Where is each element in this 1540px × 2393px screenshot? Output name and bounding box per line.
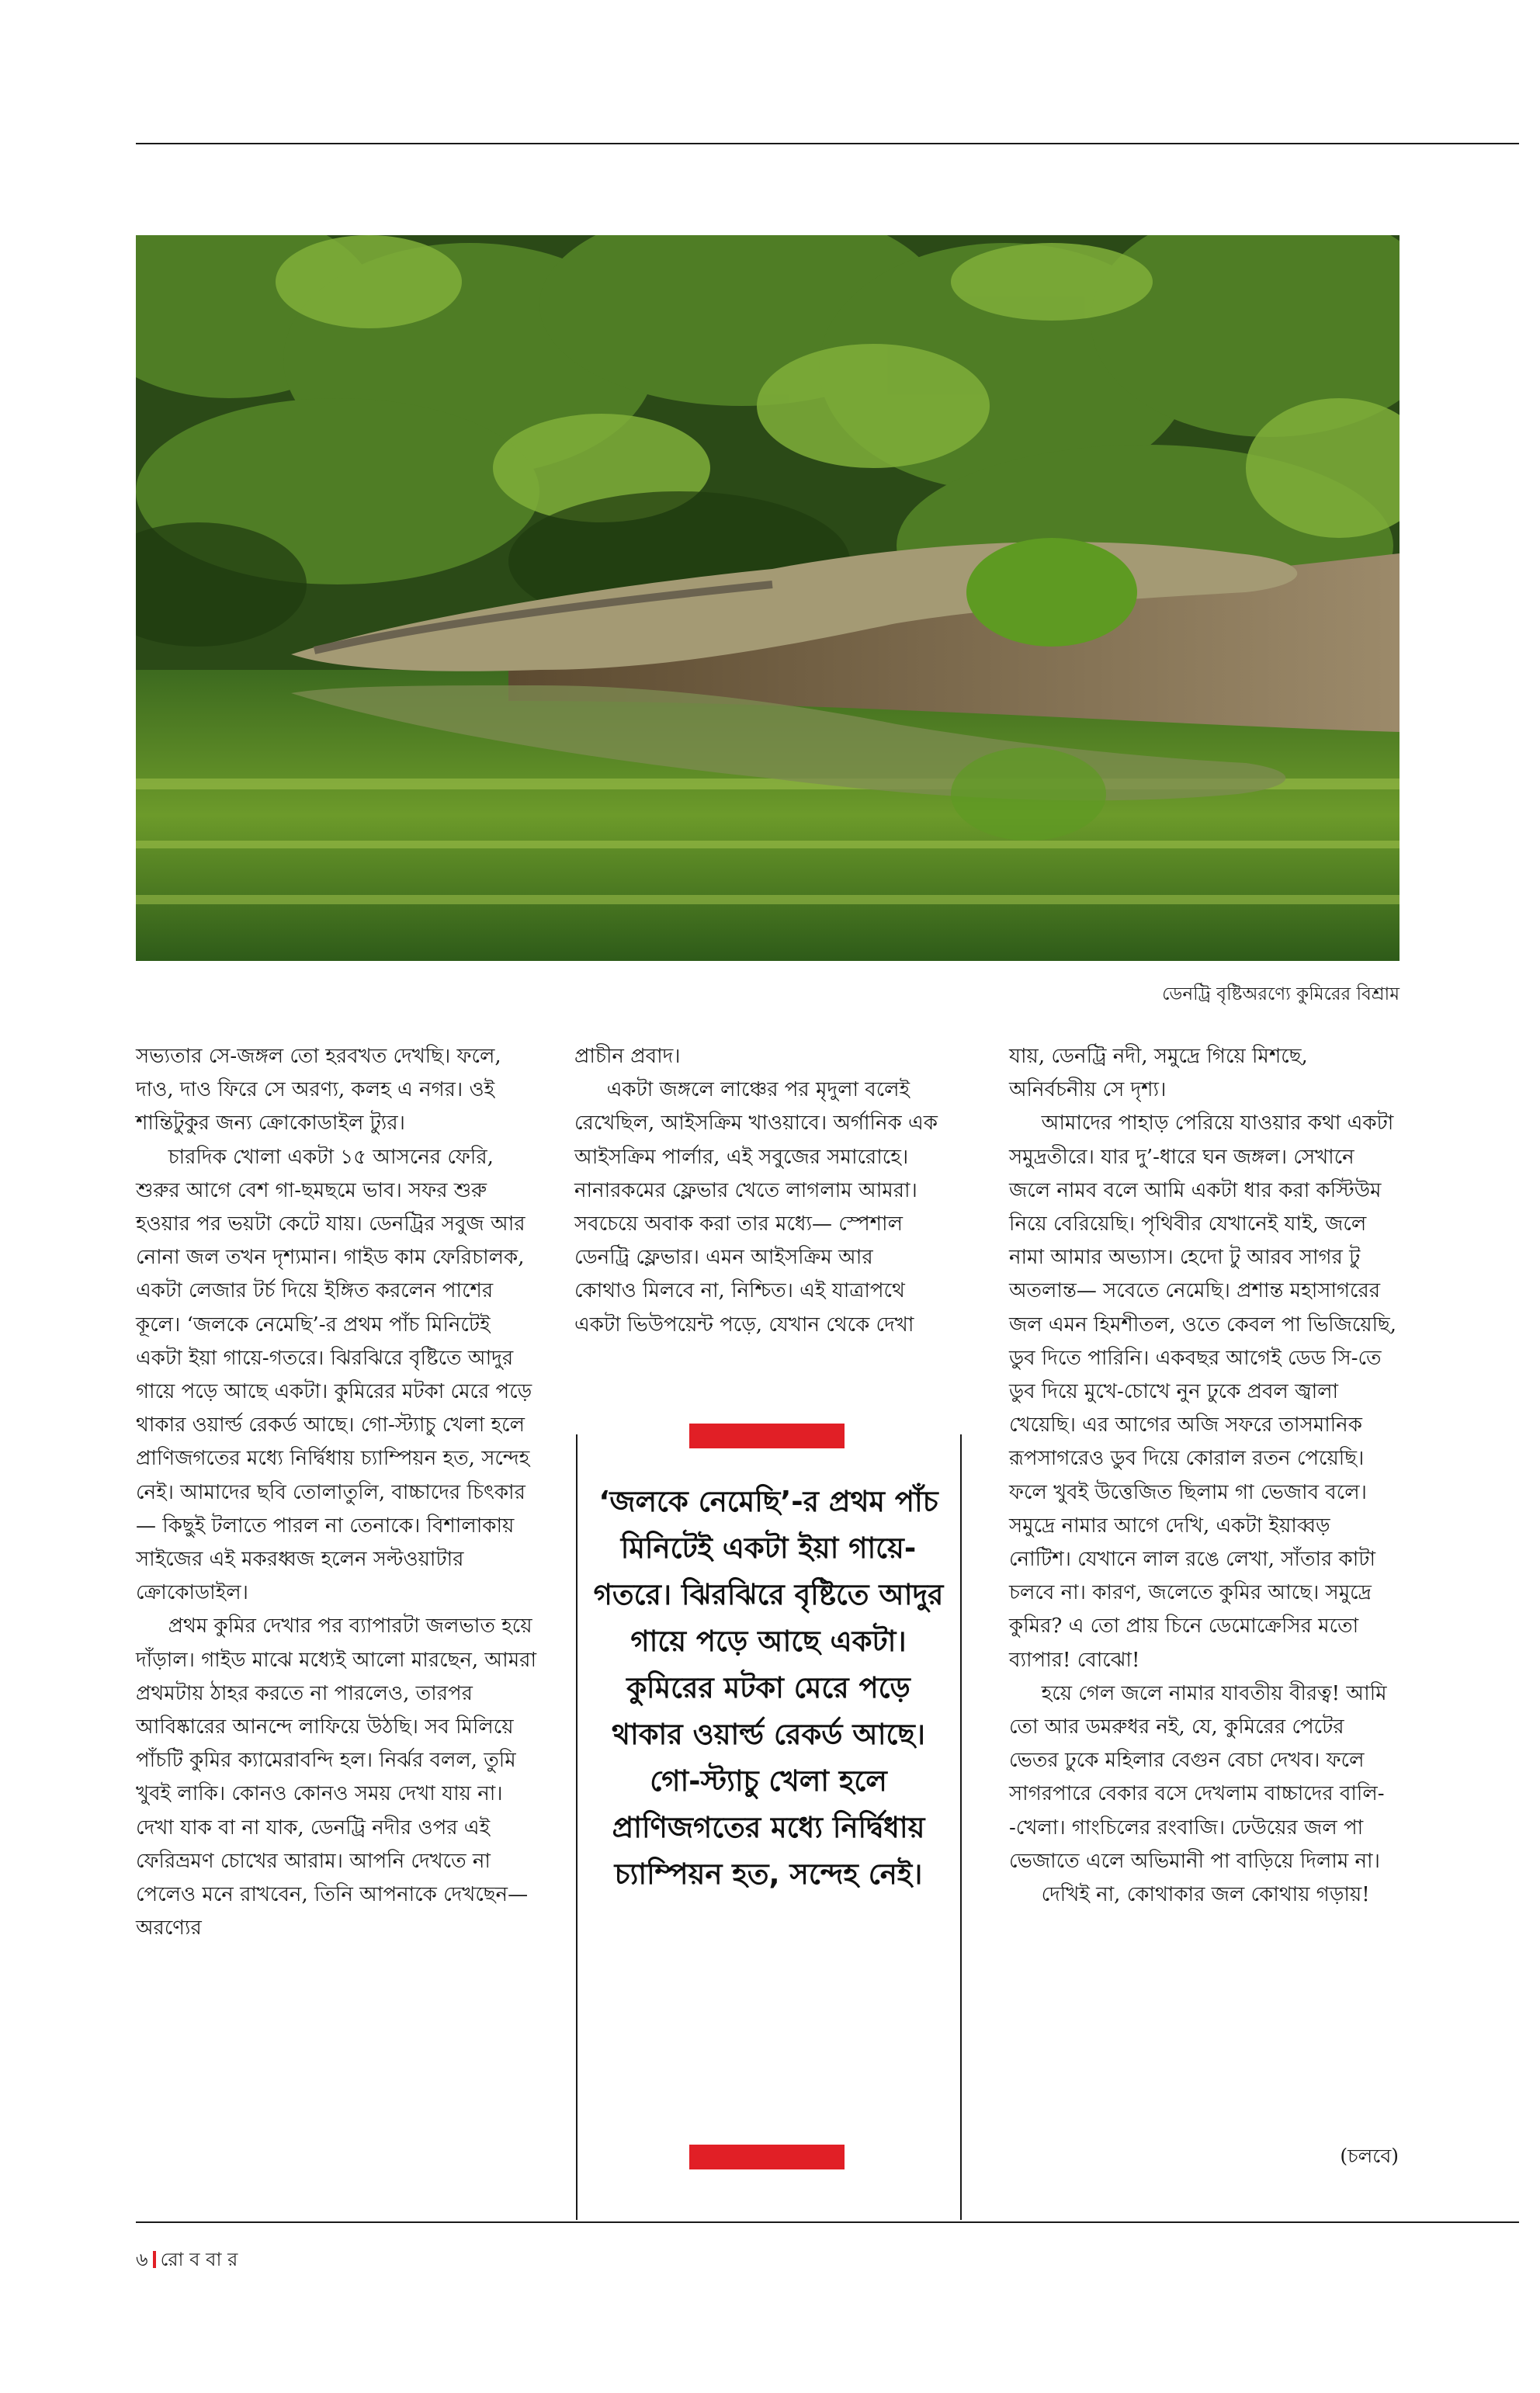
pull-quote: ‘জলকে নেমেছি’-র প্রথম পাঁচ মিনিটেই একটা ইয়া গায়ে-গতরে। ঝিরঝিরে বৃষ্টিতে আদুর গায়ে পড়ে আছে একটা। কুমিরের মটকা মেরে পড়ে থাকার ওয়ার্ল্ড রেকর্ড আছে। গো-স্ট্যাচু খেলা হলে প্রাণিজগতের মধ্যে নির্দ্বিধায় চ্যাম্পিয়ন হত, সন্দেহ নেই। xyxy=(593,1485,944,1891)
paragraph: প্রাচীন প্রবাদ। xyxy=(574,1045,681,1068)
article-column-1 xyxy=(136,1040,539,1945)
column-divider xyxy=(576,1434,578,2220)
paragraph: হয়ে গেল জলে নামার যাবতীয় বীরত্ব! আমি তো আর ডমরুধর নই, যে, কুমিরের পেটের ভেতর ঢুকে মহিলার বেগুন বেচা দেখব। ফলে সাগরপারে বেকার বসে দেখলাম বাচ্চাদের বালি- -খেলা। গাংচিলের রংবাজি। ঢেউয়ের জল পা ভেজাতে এলে অভিমানী পা বাড়িয়ে দিলাম না। xyxy=(1009,1681,1387,1873)
paragraph: সভ্যতার সে-জঙ্গল তো হরবখত দেখছি। ফলে, দাও, দাও ফিরে সে অরণ্য, কলহ এ নগর। ওই শান্তিটুকুর জন্য ক্রোকোডাইল ট্যুর। xyxy=(136,1045,501,1136)
article-column-3 xyxy=(1009,1040,1397,1912)
continued-note: (চলবে) xyxy=(1340,2145,1399,2167)
magazine-name: রো ব বা র xyxy=(160,2249,238,2270)
pullquote-bar-bottom xyxy=(689,2145,845,2169)
paragraph: প্রথম কুমির দেখার পর ব্যাপারটা জলভাত হয়ে দাঁড়াল। গাইড মাঝে মধ্যেই আলো মারছেন, আমরা প্রথমটায় ঠাহর করতে না পারলেও, তারপর আবিষ্কারের আনন্দে লাফিয়ে উঠছি। সব মিলিয়ে পাঁচটি কুমির ক্যামেরাবন্দি হল। নির্ঝর বলল, তুমি খুবই লাকি। কোনও কোনও সময় দেখা যায় না। দেখা যাক বা না যাক, ডেনট্রি নদীর ওপর এই ফেরিভ্রমণ চোখের আরাম। আপনি দেখতে না পেলেও মনে রাখবেন, তিনি আপনাকে দেখছেন— অরণ্যের xyxy=(136,1614,536,1940)
paragraph: যায়, ডেনট্রি নদী, সমুদ্রে গিয়ে মিশছে, অনির্বচনীয় সে দৃশ্য। xyxy=(1009,1045,1308,1102)
bottom-rule xyxy=(136,2221,1519,2223)
article-column-2 xyxy=(574,1040,939,1342)
page-footer xyxy=(136,2246,238,2277)
column-divider xyxy=(960,1434,962,2220)
paragraph: একটা জঙ্গলে লাঞ্চের পর মৃদুলা বলেই রেখেছিল, আইসক্রিম খাওয়াবে। অর্গানিক এক আইসক্রিম পার্লার, এই সবুজের সমারোহে। নানারকমের ফ্লেভার খেতে লাগলাম আমরা। সবচেয়ে অবাক করা তার মধ্যে— স্পেশাল ডেনট্রি ফ্লেভার। এমন আইসক্রিম আর কোথাও মিলবে না, নিশ্চিত। এই যাত্রাপথে একটা ভিউপয়েন্ট পড়ে, যেখান থেকে দেখা xyxy=(574,1078,938,1337)
paragraph: চারদিক খোলা একটা ১৫ আসনের ফেরি, শুরুর আগে বেশ গা-ছমছমে ভাব। সফর শুরু হওয়ার পর ভয়টা কেটে যায়। ডেনট্রির সবুজ আর নোনা জল তখন দৃশ্যমান। গাইড কাম ফেরিচালক, একটা লেজার টর্চ দিয়ে ইঙ্গিত করলেন পাশের কূলে। ‘জলকে নেমেছি’-র প্রথম পাঁচ মিনিটেই একটা ইয়া গায়ে-গতরে। ঝিরঝিরে বৃষ্টিতে আদুর গায়ে পড়ে আছে একটা। কুমিরের মটকা মেরে পড়ে থাকার ওয়ার্ল্ড রেকর্ড আছে। গো-স্ট্যাচু খেলা হলে প্রাণিজগতের মধ্যে নির্দ্বিধায় চ্যাম্পিয়ন হত, সন্দেহ নেই। আমাদের ছবি তোলাতুলি, বাচ্চাদের চিৎকার— কিছুই টলাতে পারল না তেনাকে। বিশালাকায় সাইজের এই মকরধ্বজ হলেন সল্টওয়াটার ক্রোকোডাইল। xyxy=(136,1145,532,1605)
crocodile-illustration xyxy=(136,235,1400,961)
photo-caption: ডেনট্রি বৃষ্টিঅরণ্যে কুমিরের বিশ্রাম xyxy=(1162,984,1400,1004)
page-number: ৬ xyxy=(136,2249,148,2270)
crocodile-photo xyxy=(136,235,1400,961)
paragraph: দেখিই না, কোথাকার জল কোথায় গড়ায়! xyxy=(1041,1883,1370,1907)
paragraph: আমাদের পাহাড় পেরিয়ে যাওয়ার কথা একটা সমুদ্রতীরে। যার দু’-ধারে ঘন জঙ্গল। সেখানে জলে নামব বলে আমি একটা ধার করা কস্টিউম নিয়ে বেরিয়েছি। পৃথিবীর যেখানেই যাই, জলে নামা আমার অভ্যাস। হেদো টু আরব সাগর টু অতলান্ত— সবেতে নেমেছি। প্রশান্ত মহাসাগরের জল এমন হিমশীতল, ওতে কেবল পা ভিজিয়েছি, ডুব দিতে পারিনি। একবছর আগেই ডেড সি-তে ডুব দিয়ে মুখে-চোখে নুন ঢুকে প্রবল জ্বালা খেয়েছি। এর আগের অজি সফরে তাসমানিক রূপসাগরেও ডুব দিয়ে কোরাল রতন পেয়েছি। ফলে খুবই উত্তেজিত ছিলাম গা ভেজাব বলে। সমুদ্রে নামার আগে দেখি, একটা ইয়াব্বড় নোটিশ। যেখানে লাল রঙে লেখা, সাঁতার কাটা চলবে না। কারণ, জলেতে কুমির আছে। সমুদ্রে কুমির? এ তো প্রায় চিনে ডেমোক্রেসির মতো ব্যাপার! বোঝো! xyxy=(1009,1112,1397,1672)
top-rule xyxy=(136,143,1519,144)
footer-divider xyxy=(153,2251,156,2268)
pullquote-bar-top xyxy=(689,1424,845,1448)
